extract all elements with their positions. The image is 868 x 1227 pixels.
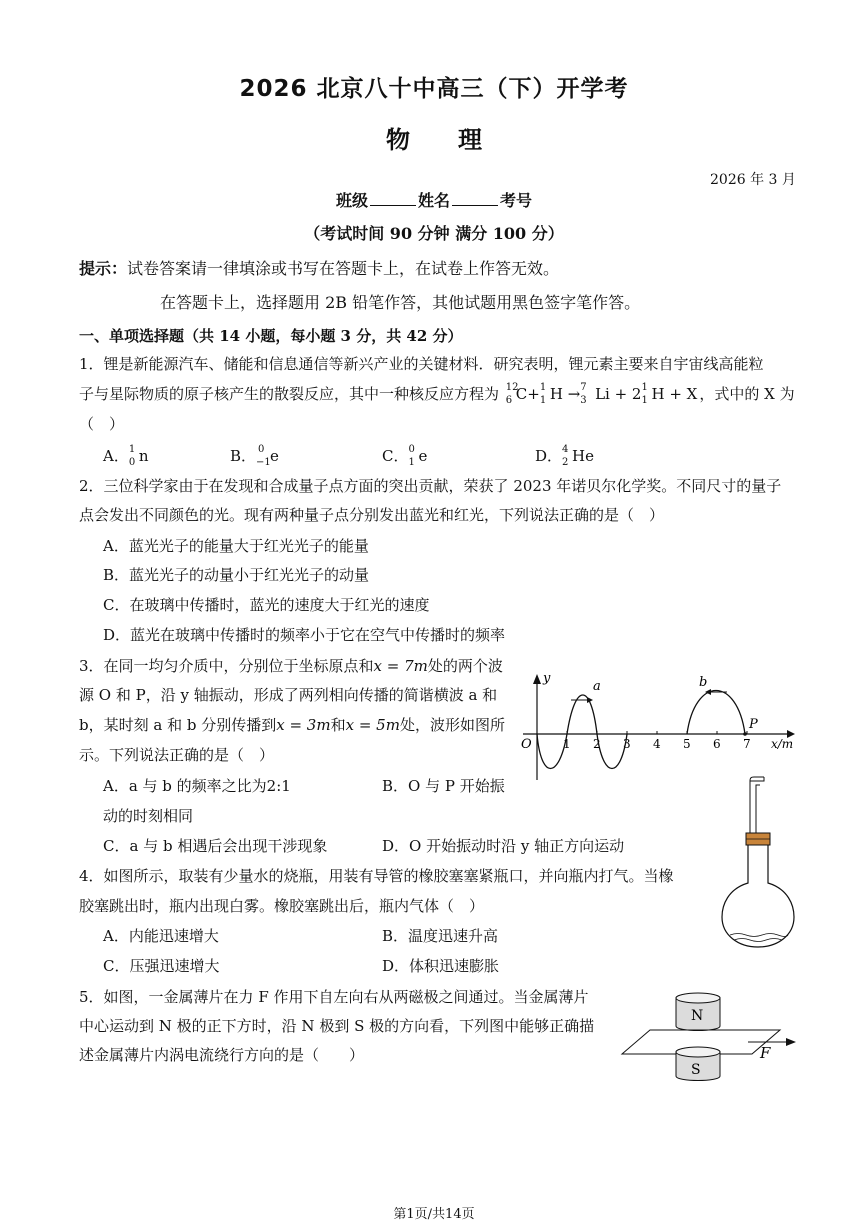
x-tick-label: 5 bbox=[683, 737, 691, 751]
q3-line1 bbox=[79, 656, 503, 676]
q1-option-d-formula: 4 2 He bbox=[562, 444, 594, 468]
point-p-label: P bbox=[749, 717, 758, 732]
exam-info: （考试时间 90 分钟 满分 100 分） bbox=[304, 224, 564, 243]
x-tick-label: 4 bbox=[653, 737, 661, 751]
q3-option-c[interactable]: C．a 与 b 相遇后会出现干涉现象 bbox=[103, 837, 328, 855]
q5-line1: 5．如图，一金属薄片在力 F 作用下自左向右从两磁极之间通过。当金属薄片 bbox=[79, 988, 589, 1006]
notice-line1 bbox=[79, 259, 559, 279]
notice-text1: 试卷答案请一律填涂或书写在答题卡上，在试卷上作答无效。 bbox=[127, 259, 560, 278]
magnet-figure bbox=[620, 990, 810, 1085]
force-label: F bbox=[760, 1044, 771, 1062]
q1-line1: 1．锂是新能源汽车、储能和信息通信等新兴产业的关键材料．研究表明，锂元素主要来自宇宙线高能粒 bbox=[79, 355, 764, 373]
q4-option-c[interactable]: C．压强迅速增大 bbox=[103, 957, 220, 975]
q2-line2: 点会发出不同颜色的光。现有两种量子点分别发出蓝光和红光，下列说法正确的是（ ） bbox=[79, 506, 665, 524]
q1-option-b[interactable] bbox=[230, 446, 279, 466]
q4-line2: 胶塞跳出时，瓶内出现白雾。橡胶塞跳出后，瓶内气体（ ） bbox=[79, 897, 485, 915]
name-label: 姓名 bbox=[417, 191, 450, 210]
subject-title: 物 理 bbox=[386, 126, 482, 154]
q1-line2 bbox=[79, 384, 795, 404]
wave-b-label: b bbox=[699, 675, 708, 690]
q1-option-a-formula: 1 0 n bbox=[128, 444, 149, 468]
wave-b-curve bbox=[687, 691, 745, 735]
q3-option-d[interactable]: D．O 开始振动时沿 y 轴正方向运动 bbox=[382, 837, 625, 855]
q4-option-d[interactable]: D．体积迅速膨胀 bbox=[382, 957, 500, 975]
n-pole-label: N bbox=[691, 1008, 704, 1024]
class-blank[interactable] bbox=[370, 191, 416, 206]
y-axis-label: y bbox=[543, 671, 551, 686]
q3-wave-graph bbox=[515, 662, 805, 787]
q5-line2: 中心运动到 N 极的正下方时，沿 N 极到 S 极的方向看，下列图中能够正确描 bbox=[79, 1017, 595, 1035]
flask-body bbox=[722, 845, 794, 947]
q1-option-c-label: C． bbox=[382, 447, 409, 465]
flask-figure bbox=[718, 775, 798, 950]
x-tick-label: 2 bbox=[593, 737, 601, 751]
q3-line3 bbox=[79, 715, 505, 735]
q1-line2-text: 子与星际物质的原子核产生的散裂反应，其中一种核反应方程为 bbox=[79, 385, 500, 403]
q2-option-a[interactable]: A．蓝光光子的能量大于红光光子的能量 bbox=[103, 537, 369, 555]
q3-line2: 源 O 和 P，沿 y 轴振动，形成了两列相向传播的简谐横波 a 和 bbox=[79, 686, 498, 704]
q3-eq-x3: x = 3m bbox=[276, 716, 331, 734]
q4-option-a[interactable]: A．内能迅速增大 bbox=[103, 927, 219, 945]
q3-eq-x7: x = 7m bbox=[373, 657, 428, 675]
water-surface bbox=[730, 934, 788, 937]
q3-line1-text: 3．在同一均匀介质中，分别位于坐标原点和 bbox=[79, 657, 374, 675]
wave-a-curve bbox=[537, 695, 627, 769]
q1-option-a-label: A． bbox=[103, 447, 129, 465]
q2-line1: 2．三位科学家由于在发现和合成量子点方面的突出贡献，荣获了 2023 年诺贝尔化学奖。不同尺寸的量子 bbox=[79, 477, 782, 495]
q1-option-d-label: D． bbox=[535, 447, 563, 465]
n-pole-top bbox=[676, 993, 720, 1003]
q3-option-b1[interactable]: B．O 与 P 开始振 bbox=[382, 777, 505, 795]
q5-line3: 述金属薄片内涡电流绕行方向的是（ ） bbox=[79, 1046, 365, 1064]
notice-line2: 在答题卡上，选择题用 2B 铅笔作答，其他试题用黑色签字笔作答。 bbox=[160, 293, 641, 312]
y-axis-arrow bbox=[533, 674, 541, 684]
s-pole-label: S bbox=[691, 1062, 701, 1078]
exam-date: 2026 年 3 月 bbox=[710, 172, 796, 188]
s-pole-top bbox=[676, 1047, 720, 1057]
q2-option-b[interactable]: B．蓝光光子的动量小于红光光子的动量 bbox=[103, 566, 370, 584]
page-footer: 第1页/共14页 bbox=[393, 1207, 475, 1222]
q1-option-d[interactable] bbox=[535, 446, 594, 466]
x-tick-label: 7 bbox=[743, 737, 751, 751]
q1-option-a[interactable] bbox=[103, 446, 149, 466]
q3-line1-end: 处的两个波 bbox=[427, 657, 503, 675]
q3-line4: 示。下列说法正确的是（ ） bbox=[79, 746, 275, 764]
name-blank[interactable] bbox=[452, 191, 498, 206]
tube-outer bbox=[750, 777, 764, 781]
q3-line3-end: 处，波形如图所 bbox=[399, 716, 505, 734]
q4-line1: 4．如图所示，取装有少量水的烧瓶，用装有导管的橡胶塞塞紧瓶口，并向瓶内打气。当橡 bbox=[79, 867, 674, 885]
x-axis-label: x/m bbox=[771, 737, 794, 751]
q1-line2-end: ，式中的 X 为 bbox=[699, 385, 795, 403]
q1-option-b-formula: 0 −1 e bbox=[256, 444, 279, 468]
q1-paren: （ ） bbox=[79, 415, 125, 433]
x-tick-label: 6 bbox=[713, 737, 721, 751]
q1-option-c-formula: 0 1 e bbox=[408, 444, 428, 468]
q3-eq-x5: x = 5m bbox=[345, 716, 400, 734]
x-tick-label: 3 bbox=[623, 737, 631, 751]
class-label: 班级 bbox=[335, 191, 368, 210]
notice-label: 提示： bbox=[79, 259, 128, 278]
q1-reaction-equation: 12 6 C+ 1 1 H → 7 3 Li + 2 1 1 H + X bbox=[505, 382, 698, 406]
student-info-line bbox=[0, 191, 868, 211]
section-heading: 一、单项选择题（共 14 小题，每小题 3 分，共 42 分） bbox=[79, 327, 463, 345]
exam-title: 2026 北京八十中高三（下）开学考 bbox=[239, 76, 629, 102]
wave-a-label: a bbox=[593, 679, 601, 694]
origin-label: O bbox=[521, 737, 532, 752]
q2-option-d[interactable]: D．蓝光在玻璃中传播时的频率小于它在空气中传播时的频率 bbox=[103, 626, 506, 644]
q3-option-b2: 动的时刻相同 bbox=[103, 807, 194, 825]
q1-option-b-label: B． bbox=[230, 447, 257, 465]
q1-option-c[interactable] bbox=[382, 446, 427, 466]
q3-line3-and: 和 bbox=[330, 716, 346, 734]
q3-option-a[interactable]: A．a 与 b 的频率之比为2:1 bbox=[103, 777, 291, 795]
x-tick-label: 1 bbox=[563, 737, 571, 751]
point-p-dot bbox=[743, 732, 747, 736]
id-label: 考号 bbox=[500, 191, 533, 210]
water-surface-2 bbox=[734, 939, 782, 942]
q4-option-b[interactable]: B．温度迅速升高 bbox=[382, 927, 499, 945]
q2-option-c[interactable]: C．在玻璃中传播时，蓝光的速度大于红光的速度 bbox=[103, 596, 430, 614]
force-arrow-head bbox=[786, 1038, 796, 1046]
q3-line3-text: b，某时刻 a 和 b 分别传播到 bbox=[79, 716, 277, 734]
